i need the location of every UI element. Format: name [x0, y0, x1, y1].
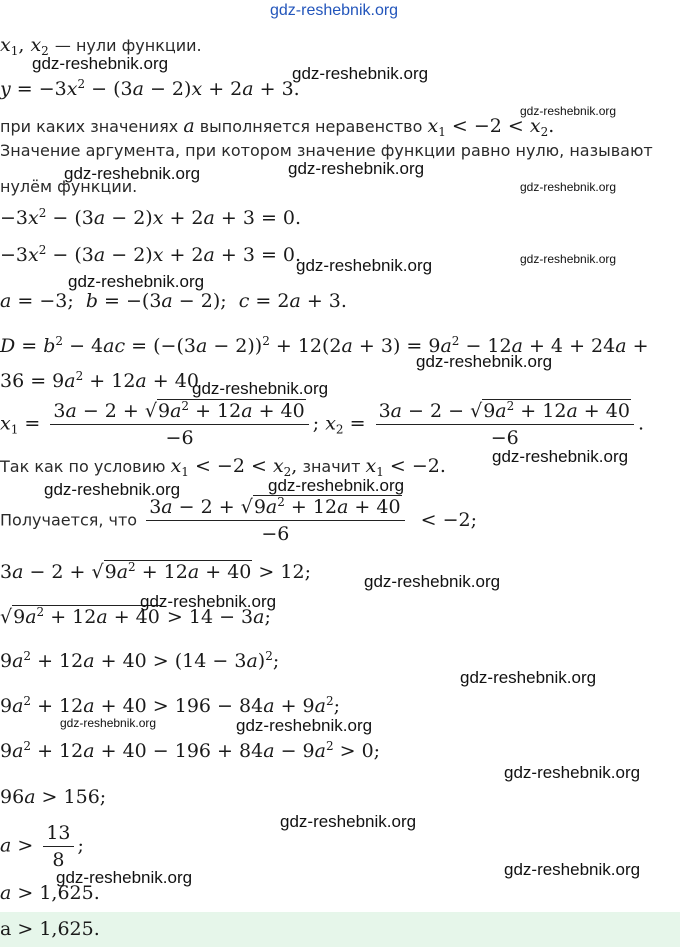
step-7: a > $\frac{13}{8}$ ;	[0, 822, 84, 871]
watermark: gdz-reshebnik.org	[236, 716, 373, 735]
zeros-statement: $x_1$, $x_2$ — нули функции.	[0, 34, 202, 58]
step-6: 96a > 156;	[0, 786, 107, 808]
result-inequality: Получается, что $\frac{3a - 2 + √9a^2 + 12a + 40}{-6}$ < −2;	[0, 495, 478, 545]
question-line: при каких значениях a выполняется неравенство $x_1 < -2 < x_2$.	[0, 115, 555, 139]
step-3: $9a^2 + 12a + 40 > (14 - 3a)^2$;	[0, 649, 280, 672]
watermark-link[interactable]: gdz-reshebnik.org	[270, 2, 399, 19]
watermark: gdz-reshebnik.org	[296, 256, 433, 275]
watermark: gdz-reshebnik.org	[56, 868, 193, 887]
watermark: gdz-reshebnik.org	[520, 180, 617, 194]
watermark: gdz-reshebnik.org	[60, 716, 157, 730]
watermark: gdz-reshebnik.org	[192, 379, 329, 398]
watermark: gdz-reshebnik.org	[364, 572, 501, 591]
definition-line-1: Значение аргумента, при котором значение функции равно нулю, называют	[0, 141, 653, 160]
definition-line-2: нулём функции.	[0, 177, 138, 196]
watermark: gdz-reshebnik.org	[492, 447, 629, 466]
step-4: $9a^2 + 12a + 40 > 196 - 84a + 9a^2$;	[0, 694, 340, 717]
condition-line: Так как по условию $x_1 < -2 < x_2$, значит $x_1 < -2$.	[0, 455, 446, 479]
answer-box	[0, 912, 680, 947]
watermark: gdz-reshebnik.org	[268, 476, 405, 495]
watermark: gdz-reshebnik.org	[520, 252, 617, 266]
watermark: gdz-reshebnik.org	[520, 104, 617, 118]
step-8: a > 1,625.	[0, 882, 100, 904]
watermark: gdz-reshebnik.org	[416, 352, 553, 371]
step-1: $3a - 2 + √9a^2 + 12a + 40 > 12$;	[0, 560, 311, 583]
function-definition: $y = -3x^2 - (3a - 2)x + 2a + 3$.	[0, 77, 300, 100]
watermark: gdz-reshebnik.org	[460, 668, 597, 687]
watermark: gdz-reshebnik.org	[44, 480, 181, 499]
equation-1: $-3x^2 - (3a - 2)x + 2a + 3 = 0$.	[0, 206, 302, 229]
watermark: gdz-reshebnik.org	[292, 64, 429, 83]
watermark: gdz-reshebnik.org	[280, 812, 417, 831]
zeros-note: — нули функции.	[54, 36, 202, 55]
watermark: gdz-reshebnik.org	[140, 592, 277, 611]
watermark: gdz-reshebnik.org	[288, 159, 425, 178]
coefficients: a = −3; b = −(3a − 2); c = 2a + 3.	[0, 290, 347, 312]
watermark: gdz-reshebnik.org	[68, 272, 205, 291]
watermark: gdz-reshebnik.org	[64, 164, 201, 183]
step-5: $9a^2 + 12a + 40 - 196 + 84a - 9a^2 > 0$;	[0, 739, 381, 762]
step-2: $√9a^2 + 12a + 40 > 14 - 3a$;	[0, 605, 271, 628]
discriminant-line-1: $D = b^2 - 4ac = (-(3a - 2))^2 + 12(2a + 3) = 9a^2 - 12a + 4 + 24a$ +	[0, 334, 649, 357]
discriminant-line-2: $36 = 9a^2 + 12a + 40$	[0, 369, 199, 392]
roots-formula: $x_1$ = $\frac{3a - 2 + √9a^2 + 12a + 40}{-6}$ ; $x_2$ = $\frac{3a - 2 - √9a^2 + 12a + 40}{-6}$ .	[0, 399, 644, 449]
watermark: gdz-reshebnik.org	[504, 860, 641, 879]
answer-text: a > 1,625.	[0, 918, 100, 940]
watermark: gdz-reshebnik.org	[32, 54, 169, 73]
equation-2: $-3x^2 - (3a - 2)x + 2a + 3 = 0$.	[0, 243, 302, 266]
watermark: gdz-reshebnik.org	[504, 763, 641, 782]
